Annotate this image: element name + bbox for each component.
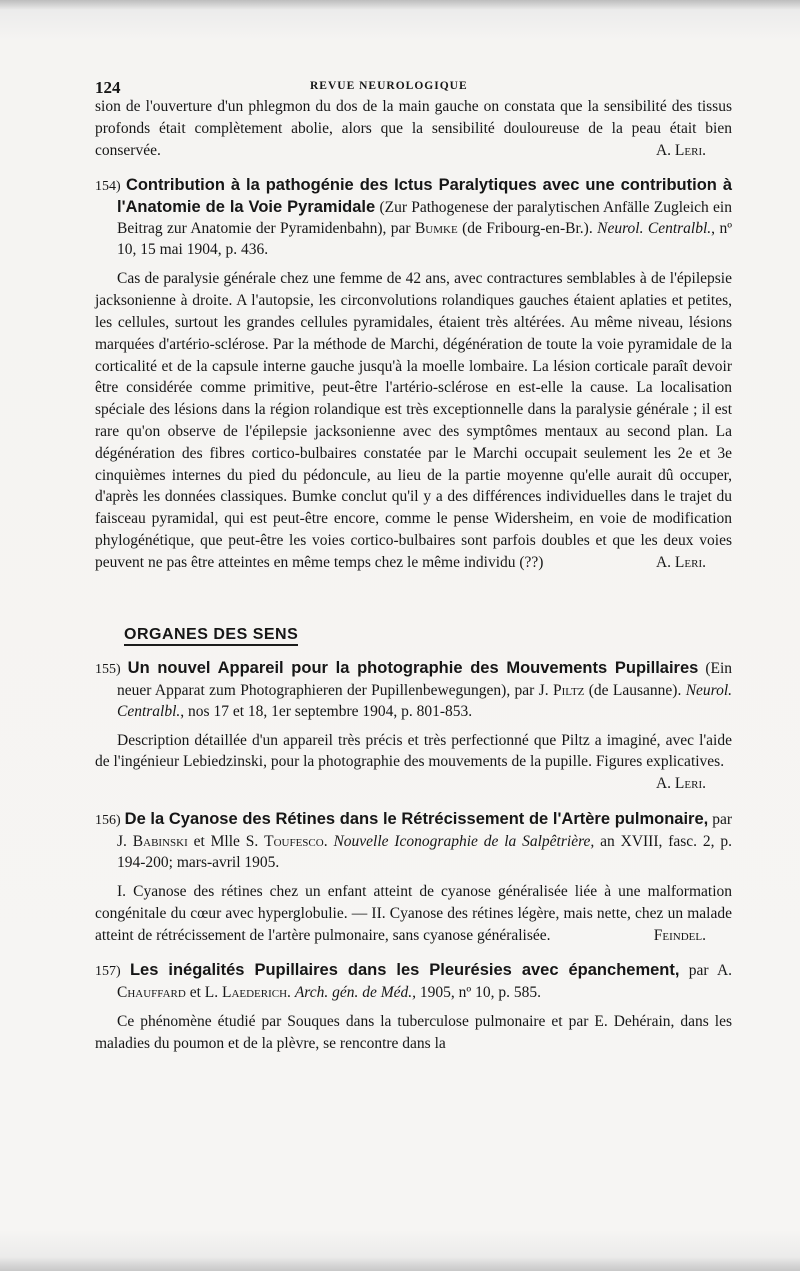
entry-157-heading xyxy=(95,960,732,1003)
entry-157-source: Arch. gén. de Méd., xyxy=(294,984,417,1002)
entry-157-body xyxy=(95,1011,732,1055)
entry-156-heading xyxy=(95,809,732,873)
entry-154-body xyxy=(95,268,732,573)
entry-154-title: Contribution à la pathogénie des Ictus Paralytiques avec une contribution à l'Anatomie de la Voie Pyramidale xyxy=(117,176,732,217)
entry-156-title: De la Cyanose des Rétines dans le Rétrécissement de l'Artère pulmonaire, xyxy=(124,809,709,828)
entry-157-text: Ce phénomène étudié par Souques dans la tuberculose pulmonaire et par E. Dehérain, dans les maladies du poumon et de la plèvre, se rencontre dans la xyxy=(95,1013,732,1053)
entry-155-author-place: (de Lausanne). xyxy=(588,681,682,699)
entry-156-ref: an XVIII, fasc. 2, p. 194-200; mars-avril 1905. xyxy=(117,832,733,871)
section-heading xyxy=(95,626,732,644)
intro-signature: A. Leri. xyxy=(655,141,706,159)
scan-edge-top xyxy=(0,0,800,10)
entry-155-source: Neurol. Centralbl. xyxy=(117,681,733,720)
page-number: 124 xyxy=(95,78,121,97)
entry-155-text: Description détaillée d'un appareil très précis et très perfectionné que Piltz a imaginé, avec l'aide de l'ingénieur Lebiedzinski, pour la photographie des mouvements de la pupille. Figures explicatives. xyxy=(95,731,732,771)
entry-155-subtitle: (Ein neuer Apparat zum Photographieren der Pupillenbewegungen), par J. xyxy=(117,659,732,699)
entry-155-author: Piltz xyxy=(552,681,585,699)
entry-154-number: 154) xyxy=(95,179,121,195)
entry-155-heading xyxy=(95,658,732,722)
journal-title: REVUE NEUROLOGIQUE xyxy=(310,80,468,92)
entry-156-and: et Mlle S. xyxy=(193,832,259,850)
entry-157-author-2: Laederich. xyxy=(221,984,291,1002)
entry-157-and: et L. xyxy=(189,984,219,1002)
entry-156-author-2: Toufesco. xyxy=(264,832,328,850)
entry-154-author-place: (de Fribourg-en-Br.). xyxy=(462,220,593,238)
entry-154-author: Bumke xyxy=(414,220,458,238)
entry-157-ref: 1905, nº 10, p. 585. xyxy=(419,984,541,1002)
entry-154-source: Neurol. Centralbl. xyxy=(597,220,712,238)
entry-154-ref: , nº 10, 15 mai 1904, p. 436. xyxy=(117,220,732,259)
entry-154-signature: A. Leri. xyxy=(655,553,706,571)
entry-154 xyxy=(95,175,732,573)
entry-156-by: par J. xyxy=(117,810,733,850)
running-header xyxy=(95,70,732,96)
entry-156-number: 156) xyxy=(95,812,121,828)
entry-155-title: Un nouvel Appareil pour la photographie des Mouvements Pupillaires xyxy=(127,658,699,677)
intro-text: sion de l'ouverture d'un phlegmon du dos de la main gauche on constata que la sensibilité des tissus profonds était complètement abolie, alors que la sensibilité douloureuse de la peau était bien conservée. xyxy=(95,98,732,159)
intro-paragraph xyxy=(95,96,732,161)
page-content xyxy=(95,70,732,1055)
scan-edge-bottom xyxy=(0,1257,800,1271)
entry-156-author-1: Babinski xyxy=(132,832,188,850)
entry-156-source: Nouvelle Iconographie de la Salpêtrière, xyxy=(333,832,595,850)
entry-157 xyxy=(95,960,732,1055)
entry-156-body xyxy=(95,881,732,946)
entry-157-title: Les inégalités Pupillaires dans les Pleurésies avec épanchement, xyxy=(129,961,680,980)
entry-156 xyxy=(95,809,732,946)
entry-154-subtitle: (Zur Pathogenese der paralytischen Anfälle Zugleich ein Beitrag zur Anatomie der Pyramidenbahn), par xyxy=(117,199,732,238)
entry-155-signature: A. Leri. xyxy=(655,775,706,793)
entry-154-text: Cas de paralysie générale chez une femme de 42 ans, avec contractures semblables à de l'épilepsie jacksonienne à droite. A l'autopsie, les circonvolutions rolandiques gauches étaient aplaties et petites, les cellules, surtout les grandes cellules pyramidales, étaient très altérées. Au même niveau, lésions marquées d'artério-sclérose. Par la méthode de Marchi, dégénération de toute la voie pyramidale de la corticalité et de la capsule interne gauche jusqu'à la moelle lombaire. La lésion corticale paraît devoir être considérée comme primitive, peut-être l'artério-sclérose en est-elle la cause. La localisation spéciale des lésions dans la région rolandique est très exceptionnelle dans la paralysie générale ; il est rare qu'on observe de l'épilepsie jacksonienne avec des symptômes mentaux au second plan. La dégénération des fibres cortico-bulbaires constatée par le Marchi occupait seulement les 2e et 3e cinquièmes internes du pied du pédoncule, au lieu de la partie moyenne qu'elle aurait dû occuper, d'après les données classiques. Bumke conclut qu'il y a des différences individuelles dans le trajet du faisceau pyramidal, qui est peut-être encore, comme le pense Widersheim, en voie de modification phylogénétique, que peut-être les voies cortico-bulbaires sont parfois doubles et que les deux voies peuvent ne pas être atteintes en même temps chez le même individu (??) xyxy=(95,270,732,571)
entry-154-heading xyxy=(95,175,732,260)
entry-155-ref: , nos 17 et 18, 1er septembre 1904, p. 801-853. xyxy=(180,702,473,720)
section-heading-text: ORGANES DES SENS xyxy=(124,626,298,646)
entry-157-number: 157) xyxy=(95,964,121,980)
entry-157-author-1: Chauffard xyxy=(117,984,186,1002)
entry-157-by: par A. xyxy=(688,962,733,980)
entry-155-number: 155) xyxy=(95,661,121,677)
entry-156-signature: Feindel. xyxy=(653,926,706,944)
entry-155-body xyxy=(95,730,732,795)
entry-156-text: I. Cyanose des rétines chez un enfant atteint de cyanose généralisée liée à une malformation congénitale du cœur avec hyperglobulie. — II. Cyanose des rétines légère, mais nette, chez un malade atteint de rétrécissement de l'artère pulmonaire, sans cyanose généralisée. xyxy=(95,882,732,944)
entry-155 xyxy=(95,658,732,795)
